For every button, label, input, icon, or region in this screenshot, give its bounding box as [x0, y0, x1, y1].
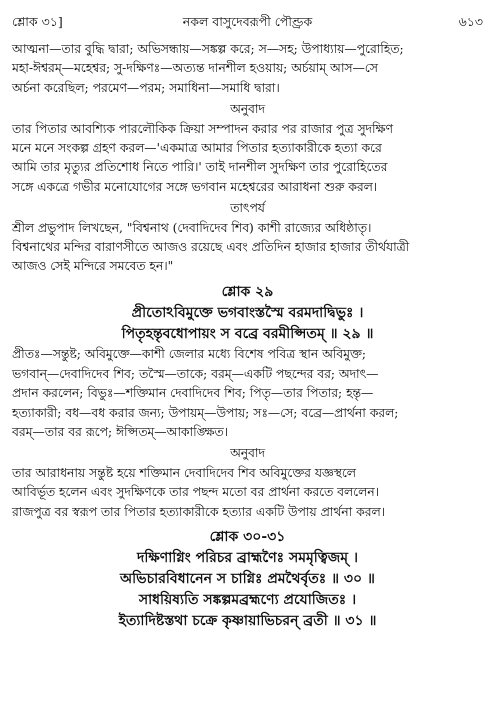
- purport-28: [12, 219, 483, 277]
- page-content: [12, 40, 483, 632]
- translation-heading: অনুবাদ: [230, 446, 265, 461]
- text-line: বিশ্বনাথের মন্দির বারাণসীতে আজও রয়েছে এবং প্রতিদিন হাজার হাজার তীর্থযাত্রী: [12, 240, 410, 255]
- text-line: আবির্ভূত হলেন এবং সুদক্ষিণকে তার পছন্দ মতো বর প্রার্থনা করতে বললেন।: [12, 485, 380, 500]
- text-line: বরম্—তার বর রূপে; ঈপ্সিতম্—আকাঙ্ক্ষিত।: [12, 424, 228, 439]
- page-number: ৬১৩: [458, 14, 483, 29]
- translation-28: [12, 120, 483, 198]
- translation-heading: অনুবাদ: [230, 102, 265, 117]
- page-header: [12, 14, 483, 34]
- verse-title-30-31: শ্লোক ৩০-৩১: [209, 528, 286, 545]
- text-line: মনে মনে সংকল্প গ্রহণ করল—'একমাত্র আমার পিতার হত্যাকারীকে হত্যা করে: [12, 141, 382, 156]
- word-meanings-28: [12, 40, 483, 98]
- verse-title-29: শ্লোক ২৯: [221, 283, 274, 300]
- text-line: অর্চনা করেছিল; পরমেণ—পরম; সমাধিনা—সমাধি দ্বারা।: [12, 80, 280, 95]
- verse-line: ইত্যাদিষ্টস্তথা চক্রে কৃষ্ণায়াভিচরন্ ব্রতী ॥ ৩১ ॥: [118, 613, 377, 630]
- text-line: প্রদান করলেন; বিভুঃ—শক্তিমান দেবাদিদেব শিব; পিতৃ—তার পিতার; হন্তৃ—: [12, 386, 374, 401]
- verse-29: [12, 303, 483, 345]
- translation-29: [12, 464, 483, 522]
- text-line: মহা-ঈশ্বরম্—মহেশ্বর; সু-দক্ষিণঃ—অত্যন্ত দানশীল হওয়ায়; অর্চয়াম্ আস—সে: [12, 61, 378, 76]
- text-line: সঙ্গে একত্রে গভীর মনোযোগের সঙ্গে ভগবান মহেশ্বরের আরাধনা শুরু করল।: [12, 179, 378, 194]
- verse-line: প্রীতোঽবিমুক্তে ভগবাংস্তস্মৈ বরমদাদ্বিভুঃ ।: [131, 305, 364, 322]
- verse-30-31: [12, 548, 483, 632]
- word-meanings-29: [12, 345, 483, 442]
- text-line: তার আরাধনায় সন্তুষ্ট হয়ে শক্তিমান দেবাদিদেব শিব অবিমুক্তের যজ্ঞস্থলে: [12, 465, 356, 480]
- text-line: তার পিতার আবশ্যিক পারলৌকিক ক্রিয়া সম্পাদন করার পর রাজার পুত্র সুদক্ষিণ: [12, 121, 393, 136]
- purport-heading: তাৎপর্য: [230, 201, 265, 216]
- verse-line: দক্ষিণাগ্নিং পরিচর ব্রাহ্মণৈঃ সমমৃত্বিজম্ ।: [137, 550, 358, 567]
- text-line: আজও সেই মন্দিরে সমবেত হন।": [12, 259, 174, 274]
- header-title: নকল বাসুদেবরূপী পৌণ্ড্রক: [182, 14, 313, 29]
- text-line: ভগবান্—দেবাদিদেব শিব; তস্মৈ—তাকে; বরম্—একটি পছন্দের বর; অদাৎ—: [12, 366, 379, 381]
- verse-line: সাধয়িষ্যতি সঙ্কল্পমব্রহ্মণ্যে প্রযোজিতঃ ।: [138, 592, 357, 609]
- verse-line: অভিচারবিধানেন স চাগ্নিঃ প্রমথৈর্বৃতঃ ॥ ৩০ ॥: [120, 571, 375, 588]
- text-line: আমি তার মৃত্যুর প্রতিশোধ নিতে পারি।' তাই দানশীল সুদক্ষিণ তার পুরোহিতের: [12, 160, 388, 175]
- text-line: আত্মনা—তার বুদ্ধি দ্বারা; অভিসন্ধায়—সঙ্কল্প করে; স—সহ; উপাধ্যায়—পুরোহিত;: [12, 42, 404, 56]
- text-line: হত্যাকারী; বধ—বধ করার জন্য; উপায়ম্—উপায়; সঃ—সে; বব্রে—প্রার্থনা করল;: [12, 405, 399, 420]
- header-chapter-ref: শ্লোক ৩১]: [12, 14, 63, 29]
- verse-line: পিতৃহন্তৃবধোপায়ং স বব্রে বরমীপ্সিতম্ ॥ ২৯ ॥: [121, 326, 374, 343]
- text-line: রাজপুত্র বর স্বরূপ তার পিতার হত্যাকারীকে হত্যার একটি উপায় প্রার্থনা করল।: [12, 504, 386, 519]
- text-line: শ্রীল প্রভুপাদ লিখছেন, "বিশ্বনাথ (দেবাদিদেব শিব) কাশী রাজ্যের অধিষ্ঠাতৃ।: [12, 220, 372, 235]
- text-line: প্রীতঃ—সন্তুষ্ট; অবিমুক্তে—কাশী জেলার মধ্যে বিশেষ পবিত্র স্থান অবিমুক্ত;: [12, 347, 367, 362]
